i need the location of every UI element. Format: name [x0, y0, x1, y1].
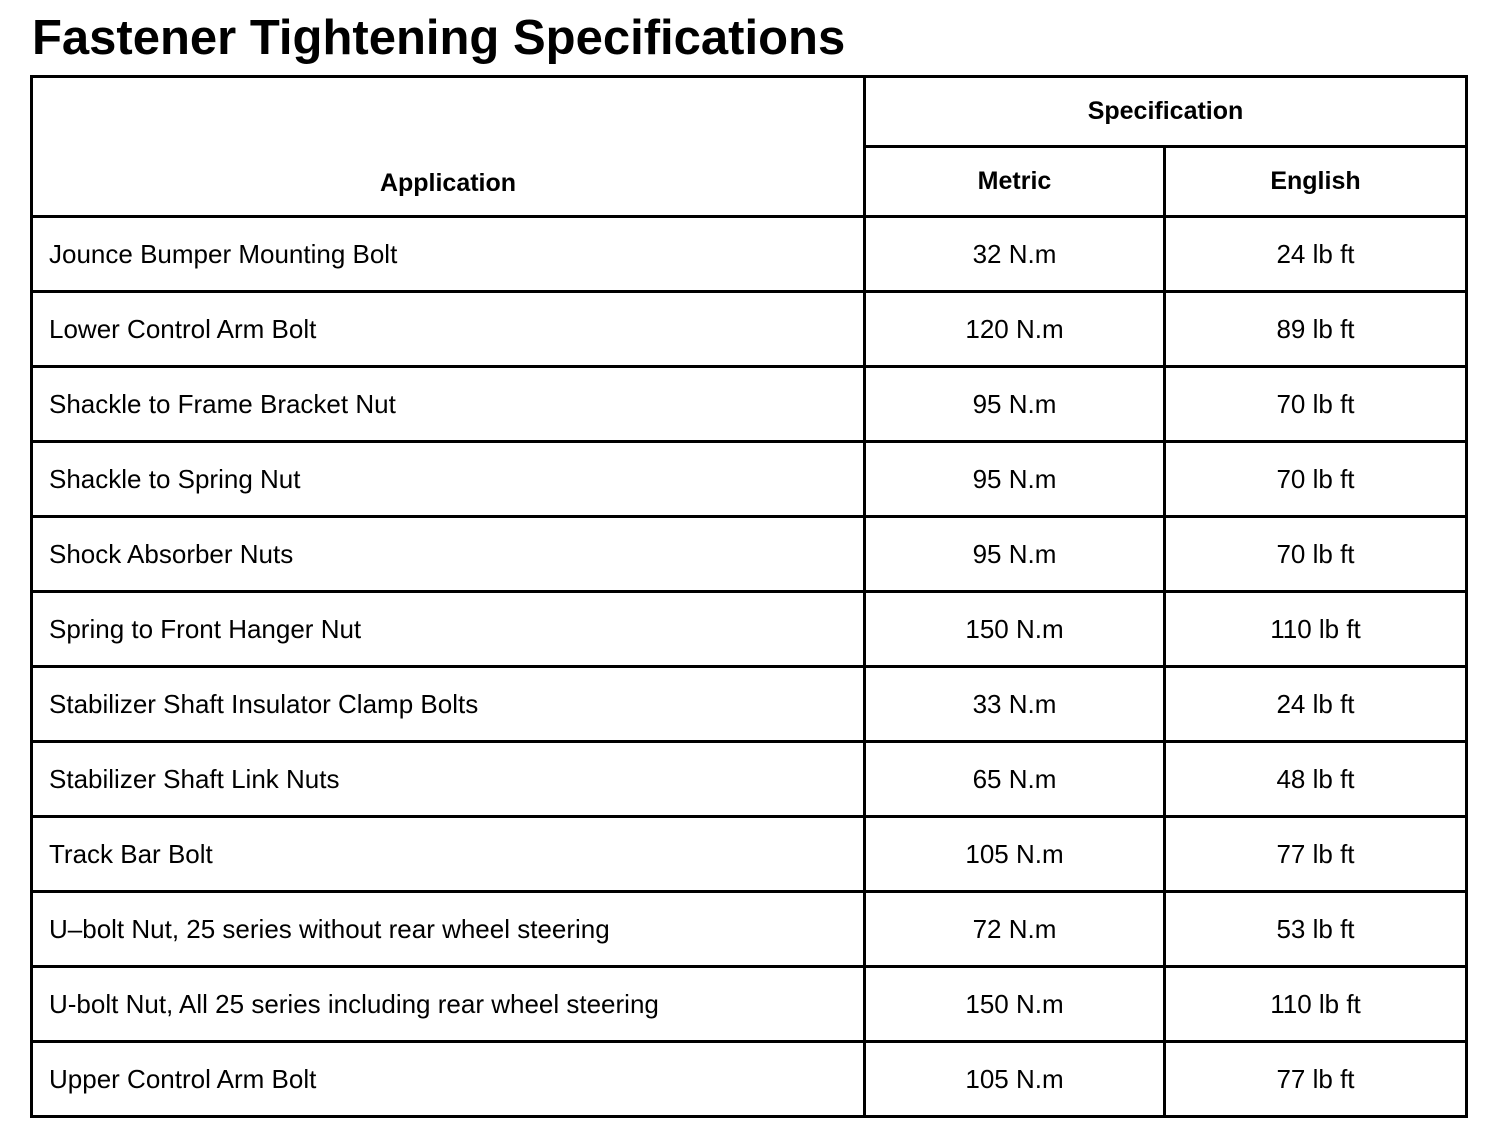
- cell-english: 24 lb ft: [1165, 667, 1467, 742]
- cell-english: 77 lb ft: [1165, 817, 1467, 892]
- cell-application: Shock Absorber Nuts: [32, 517, 865, 592]
- cell-metric: 105 N.m: [865, 817, 1165, 892]
- header-row-top: [32, 77, 1467, 147]
- cell-metric: 150 N.m: [865, 592, 1165, 667]
- cell-application: Spring to Front Hanger Nut: [32, 592, 865, 667]
- cell-application: Shackle to Spring Nut: [32, 442, 865, 517]
- cell-metric: 32 N.m: [865, 217, 1165, 292]
- cell-english: 53 lb ft: [1165, 892, 1467, 967]
- cell-metric: 72 N.m: [865, 892, 1165, 967]
- cell-application: Lower Control Arm Bolt: [32, 292, 865, 367]
- column-header-metric: Metric: [865, 147, 1165, 217]
- cell-metric: 65 N.m: [865, 742, 1165, 817]
- cell-application: Shackle to Frame Bracket Nut: [32, 367, 865, 442]
- cell-metric: 105 N.m: [865, 1042, 1165, 1117]
- cell-english: 24 lb ft: [1165, 217, 1467, 292]
- cell-metric: 120 N.m: [865, 292, 1165, 367]
- cell-english: 110 lb ft: [1165, 592, 1467, 667]
- fastener-spec-table: [30, 75, 1468, 1118]
- column-header-specification: Specification: [865, 77, 1467, 147]
- cell-english: 110 lb ft: [1165, 967, 1467, 1042]
- table-row: [32, 367, 1467, 442]
- cell-metric: 95 N.m: [865, 517, 1165, 592]
- cell-english: 89 lb ft: [1165, 292, 1467, 367]
- column-header-english: English: [1165, 147, 1467, 217]
- cell-application: U-bolt Nut, All 25 series including rear wheel steering: [32, 967, 865, 1042]
- table-row: [32, 817, 1467, 892]
- table-row: [32, 292, 1467, 367]
- page-title: Fastener Tightening Specifications: [32, 11, 846, 65]
- cell-english: 70 lb ft: [1165, 367, 1467, 442]
- cell-english: 70 lb ft: [1165, 442, 1467, 517]
- cell-metric: 33 N.m: [865, 667, 1165, 742]
- cell-application: Stabilizer Shaft Insulator Clamp Bolts: [32, 667, 865, 742]
- table-row: [32, 592, 1467, 667]
- table-row: [32, 742, 1467, 817]
- table-body: [32, 217, 1467, 1117]
- cell-english: 48 lb ft: [1165, 742, 1467, 817]
- cell-english: 70 lb ft: [1165, 517, 1467, 592]
- cell-application: Upper Control Arm Bolt: [32, 1042, 865, 1117]
- table-row: [32, 667, 1467, 742]
- table-row: [32, 967, 1467, 1042]
- table-header: [32, 77, 1467, 217]
- table-row: [32, 1042, 1467, 1117]
- cell-application: Track Bar Bolt: [32, 817, 865, 892]
- cell-application: Jounce Bumper Mounting Bolt: [32, 217, 865, 292]
- cell-metric: 95 N.m: [865, 367, 1165, 442]
- cell-application: Stabilizer Shaft Link Nuts: [32, 742, 865, 817]
- cell-metric: 95 N.m: [865, 442, 1165, 517]
- column-header-application: Application: [32, 77, 865, 217]
- cell-metric: 150 N.m: [865, 967, 1165, 1042]
- table-row: [32, 892, 1467, 967]
- table-row: [32, 217, 1467, 292]
- cell-application: U–bolt Nut, 25 series without rear wheel steering: [32, 892, 865, 967]
- cell-english: 77 lb ft: [1165, 1042, 1467, 1117]
- table-row: [32, 517, 1467, 592]
- table-row: [32, 442, 1467, 517]
